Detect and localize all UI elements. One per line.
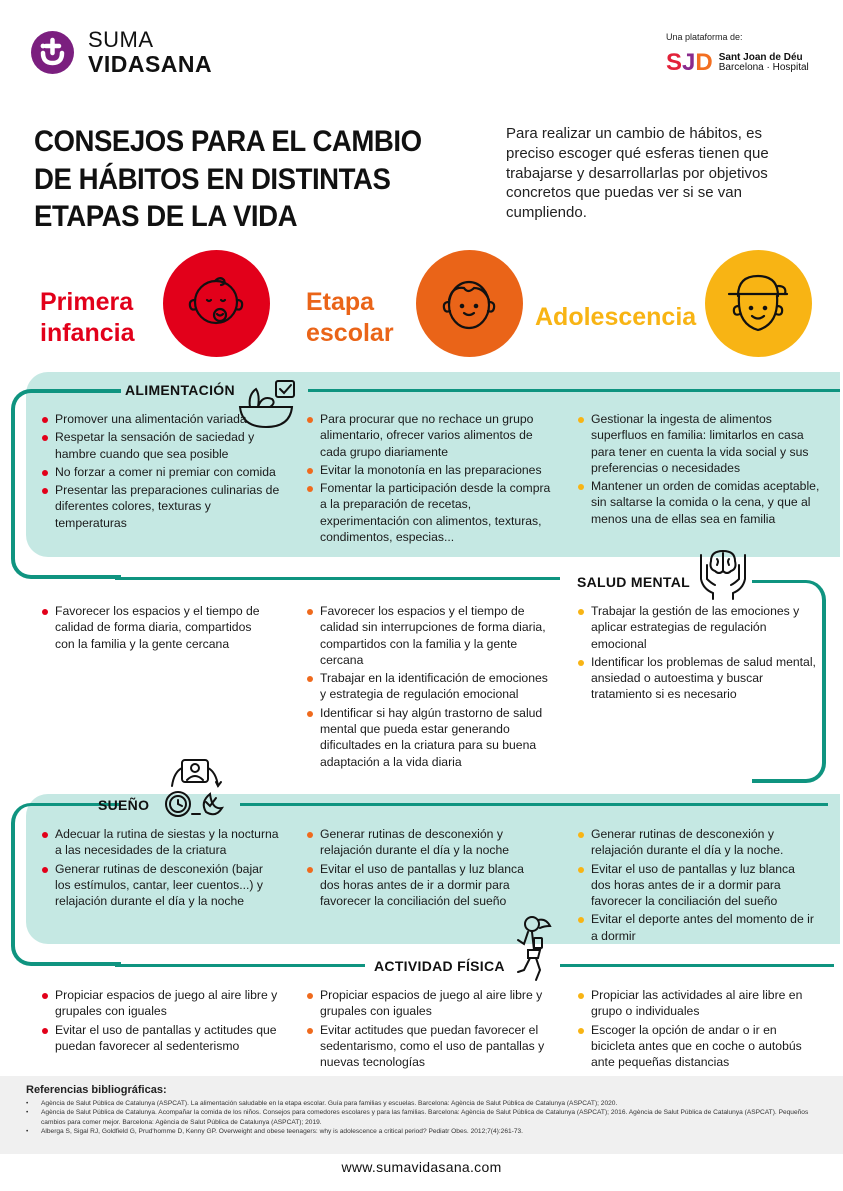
salud-mental-col-etapa-escolar — [305, 603, 555, 772]
list-item: Para procurar que no rechace un grupo alimentario, ofrecer varios alimentos de cada grupo diariamente — [305, 411, 555, 460]
list-item: Favorecer los espacios y el tiempo de calidad de forma diaria, compartidos con la familia y la gente cercana — [40, 603, 270, 652]
sueno-col-primera-infancia — [40, 826, 280, 911]
section-divider — [115, 964, 365, 967]
list-item: Evitar actitudes que puedan favorecer el sedentarismo, como el uso de pantallas y nuevas tecnologías — [305, 1022, 545, 1071]
section-divider — [115, 577, 560, 580]
references-title: Referencias bibliográficas: — [26, 1084, 167, 1096]
list-item: Gestionar la ingesta de alimentos superfluos en familia: limitarlos en casa para tener en cuenta la vida social y sus preferencias o necesidades — [576, 411, 824, 476]
footer-url-link[interactable]: www.sumavidasana.com — [341, 1159, 502, 1175]
sueno-col-etapa-escolar — [305, 826, 545, 911]
smile-plus-icon — [31, 31, 74, 74]
actividad-col-etapa-escolar — [305, 987, 545, 1072]
stage-label-etapa-escolar: Etapa escolar — [306, 288, 394, 348]
section-title-actividad-fisica: ACTIVIDAD FÍSICA — [374, 958, 505, 974]
list-item: No forzar a comer ni premiar con comida — [40, 464, 280, 480]
salud-mental-col-primera-infancia — [40, 603, 270, 654]
list-item: Identificar si hay algún trastorno de salud mental que pueda estar generando dificultades en la criatura para su buena adaptación a la vida diaria — [305, 705, 555, 770]
list-item: Evitar el uso de pantallas y luz blanca dos horas antes de ir a dormir para favorecer la conciliación del sueño — [576, 861, 816, 910]
list-item: Propiciar las actividades al aire libre en grupo o individuales — [576, 987, 816, 1020]
reference-item: • Agència de Salut Pública de Catalunya. Acompañar la comida de los niños. Consejos para comedores escolares y para las familias. Barcelona: Agència de Salut Pública de Catalunya (ASPCAT); 2016. Agència de Salut Pública de Catalunya (ASPCAT). Pequeños cambios para comer mejor. Barcelona: Agència de Salut Pública de Catalunya (ASPCAT); 2019. — [26, 1108, 817, 1127]
brand-logo — [31, 29, 212, 76]
baby-face-icon — [163, 250, 270, 357]
intro-text: Para realizar un cambio de hábitos, es preciso escoger qué esferas tienen que trabajarse y desarrollarlas por objetivos concretos que puedas ver si se van cumpliendo. — [506, 125, 769, 222]
partner-sub: Barcelona · Hospital — [718, 62, 809, 73]
section-divider — [240, 803, 828, 806]
brand-line1: SUMA — [88, 27, 154, 52]
partner-name: Sant Joan de Déu — [718, 51, 803, 63]
section-divider — [308, 389, 840, 392]
list-item: Evitar el uso de pantallas y luz blanca dos horas antes de ir a dormir para favorecer la conciliación del sueño — [305, 861, 545, 910]
list-item: Presentar las preparaciones culinarias de diferentes colores, texturas y temperaturas — [40, 482, 280, 531]
list-item: Generar rutinas de desconexión (bajar los estímulos, cantar, leer cuentos...) y relajación durante el día y la noche — [40, 861, 280, 910]
section-divider — [560, 964, 834, 967]
list-item: Propiciar espacios de juego al aire libre y grupales con iguales — [40, 987, 280, 1020]
teen-cap-face-icon — [705, 250, 812, 357]
list-item: Trabajar en la identificación de emociones y estrategia de regulación emocional — [305, 670, 555, 703]
actividad-col-primera-infancia — [40, 987, 280, 1056]
section-title-sueno: SUEÑO — [98, 797, 150, 813]
list-item: Generar rutinas de desconexión y relajación durante el día y la noche. — [576, 826, 816, 859]
stage-label-adolescencia: Adolescencia — [535, 303, 697, 331]
section-title-alimentacion: ALIMENTACIÓN — [125, 382, 235, 398]
running-girl-icon — [514, 914, 554, 989]
section-title-salud-mental: SALUD MENTAL — [577, 574, 690, 590]
list-item: Favorecer los espacios y el tiempo de calidad sin interrupciones de forma diaria, compartidos con la familia y la gente cercana — [305, 603, 555, 668]
list-item: Adecuar la rutina de siestas y la nocturna a las necesidades de la criatura — [40, 826, 280, 859]
list-item: Evitar el uso de pantallas y actitudes que puedan favorecer al sedenterismo — [40, 1022, 280, 1055]
references-box — [0, 1076, 843, 1154]
brain-hands-icon — [697, 545, 749, 606]
salud-mental-col-adolescencia — [576, 603, 816, 705]
list-item: Generar rutinas de desconexión y relajación durante el día y la noche — [305, 826, 545, 859]
list-item: Identificar los problemas de salud mental, ansiedad o autoestima y buscar tratamiento si es necesario — [576, 654, 816, 703]
reference-item: • Agència de Salut Pública de Catalunya (ASPCAT). La alimentación saludable en la etapa escolar. Guía para familias y escuelas. Barcelona: Agència de Salut Pública de Catalunya (ASPCAT); 2020. — [26, 1099, 817, 1108]
actividad-col-adolescencia — [576, 987, 816, 1072]
sjd-letters: SJD — [666, 49, 713, 76]
partner-prefix: Una plataforma de: — [666, 32, 743, 42]
brand-line2: VIDASANA — [88, 51, 213, 77]
child-face-icon — [416, 250, 523, 357]
list-item: Mantener un orden de comidas aceptable, sin saltarse la comida o la cena, y que al menos una de ellas sea en familia — [576, 478, 824, 527]
alimentacion-col-primera-infancia — [40, 411, 280, 533]
list-item: Respetar la sensación de saciedad y hambre cuando que sea posible — [40, 429, 280, 462]
partner-logo — [666, 32, 809, 75]
stage-label-primera-infancia: Primera infancia — [40, 288, 135, 348]
page-title: CONSEJOS PARA EL CAMBIO DE HÁBITOS EN DISTINTAS ETAPAS DE LA VIDA — [34, 125, 422, 233]
list-item: Evitar el deporte antes del momento de ir a dormir — [576, 911, 816, 944]
list-item: Trabajar la gestión de las emociones y aplicar estrategias de regulación emocional — [576, 603, 816, 652]
reference-item: • Alberga S, Sigal RJ, Goldfield G, Prud'homme D, Kenny GP. Overweight and obese teenagers: why is adolescence a critical period? Pediatr Obes. 2012;7(4):261-73. — [26, 1127, 817, 1136]
list-item: Fomentar la participación desde la compra a la preparación de recetas, experimentación con alimentos, texturas, condimentos, especias... — [305, 480, 555, 545]
sueno-col-adolescencia — [576, 826, 816, 946]
list-item: Escoger la opción de andar o ir en bicicleta antes que en coche o autobús ante pequeñas distancias — [576, 1022, 816, 1071]
alimentacion-col-etapa-escolar — [305, 411, 555, 547]
list-item: Promover una alimentación variada — [40, 411, 280, 427]
list-item: Propiciar espacios de juego al aire libre y grupales con iguales — [305, 987, 545, 1020]
sleep-clock-moon-icon — [160, 756, 230, 827]
alimentacion-col-adolescencia — [576, 411, 824, 529]
list-item: Evitar la monotonía en las preparaciones — [305, 462, 555, 478]
